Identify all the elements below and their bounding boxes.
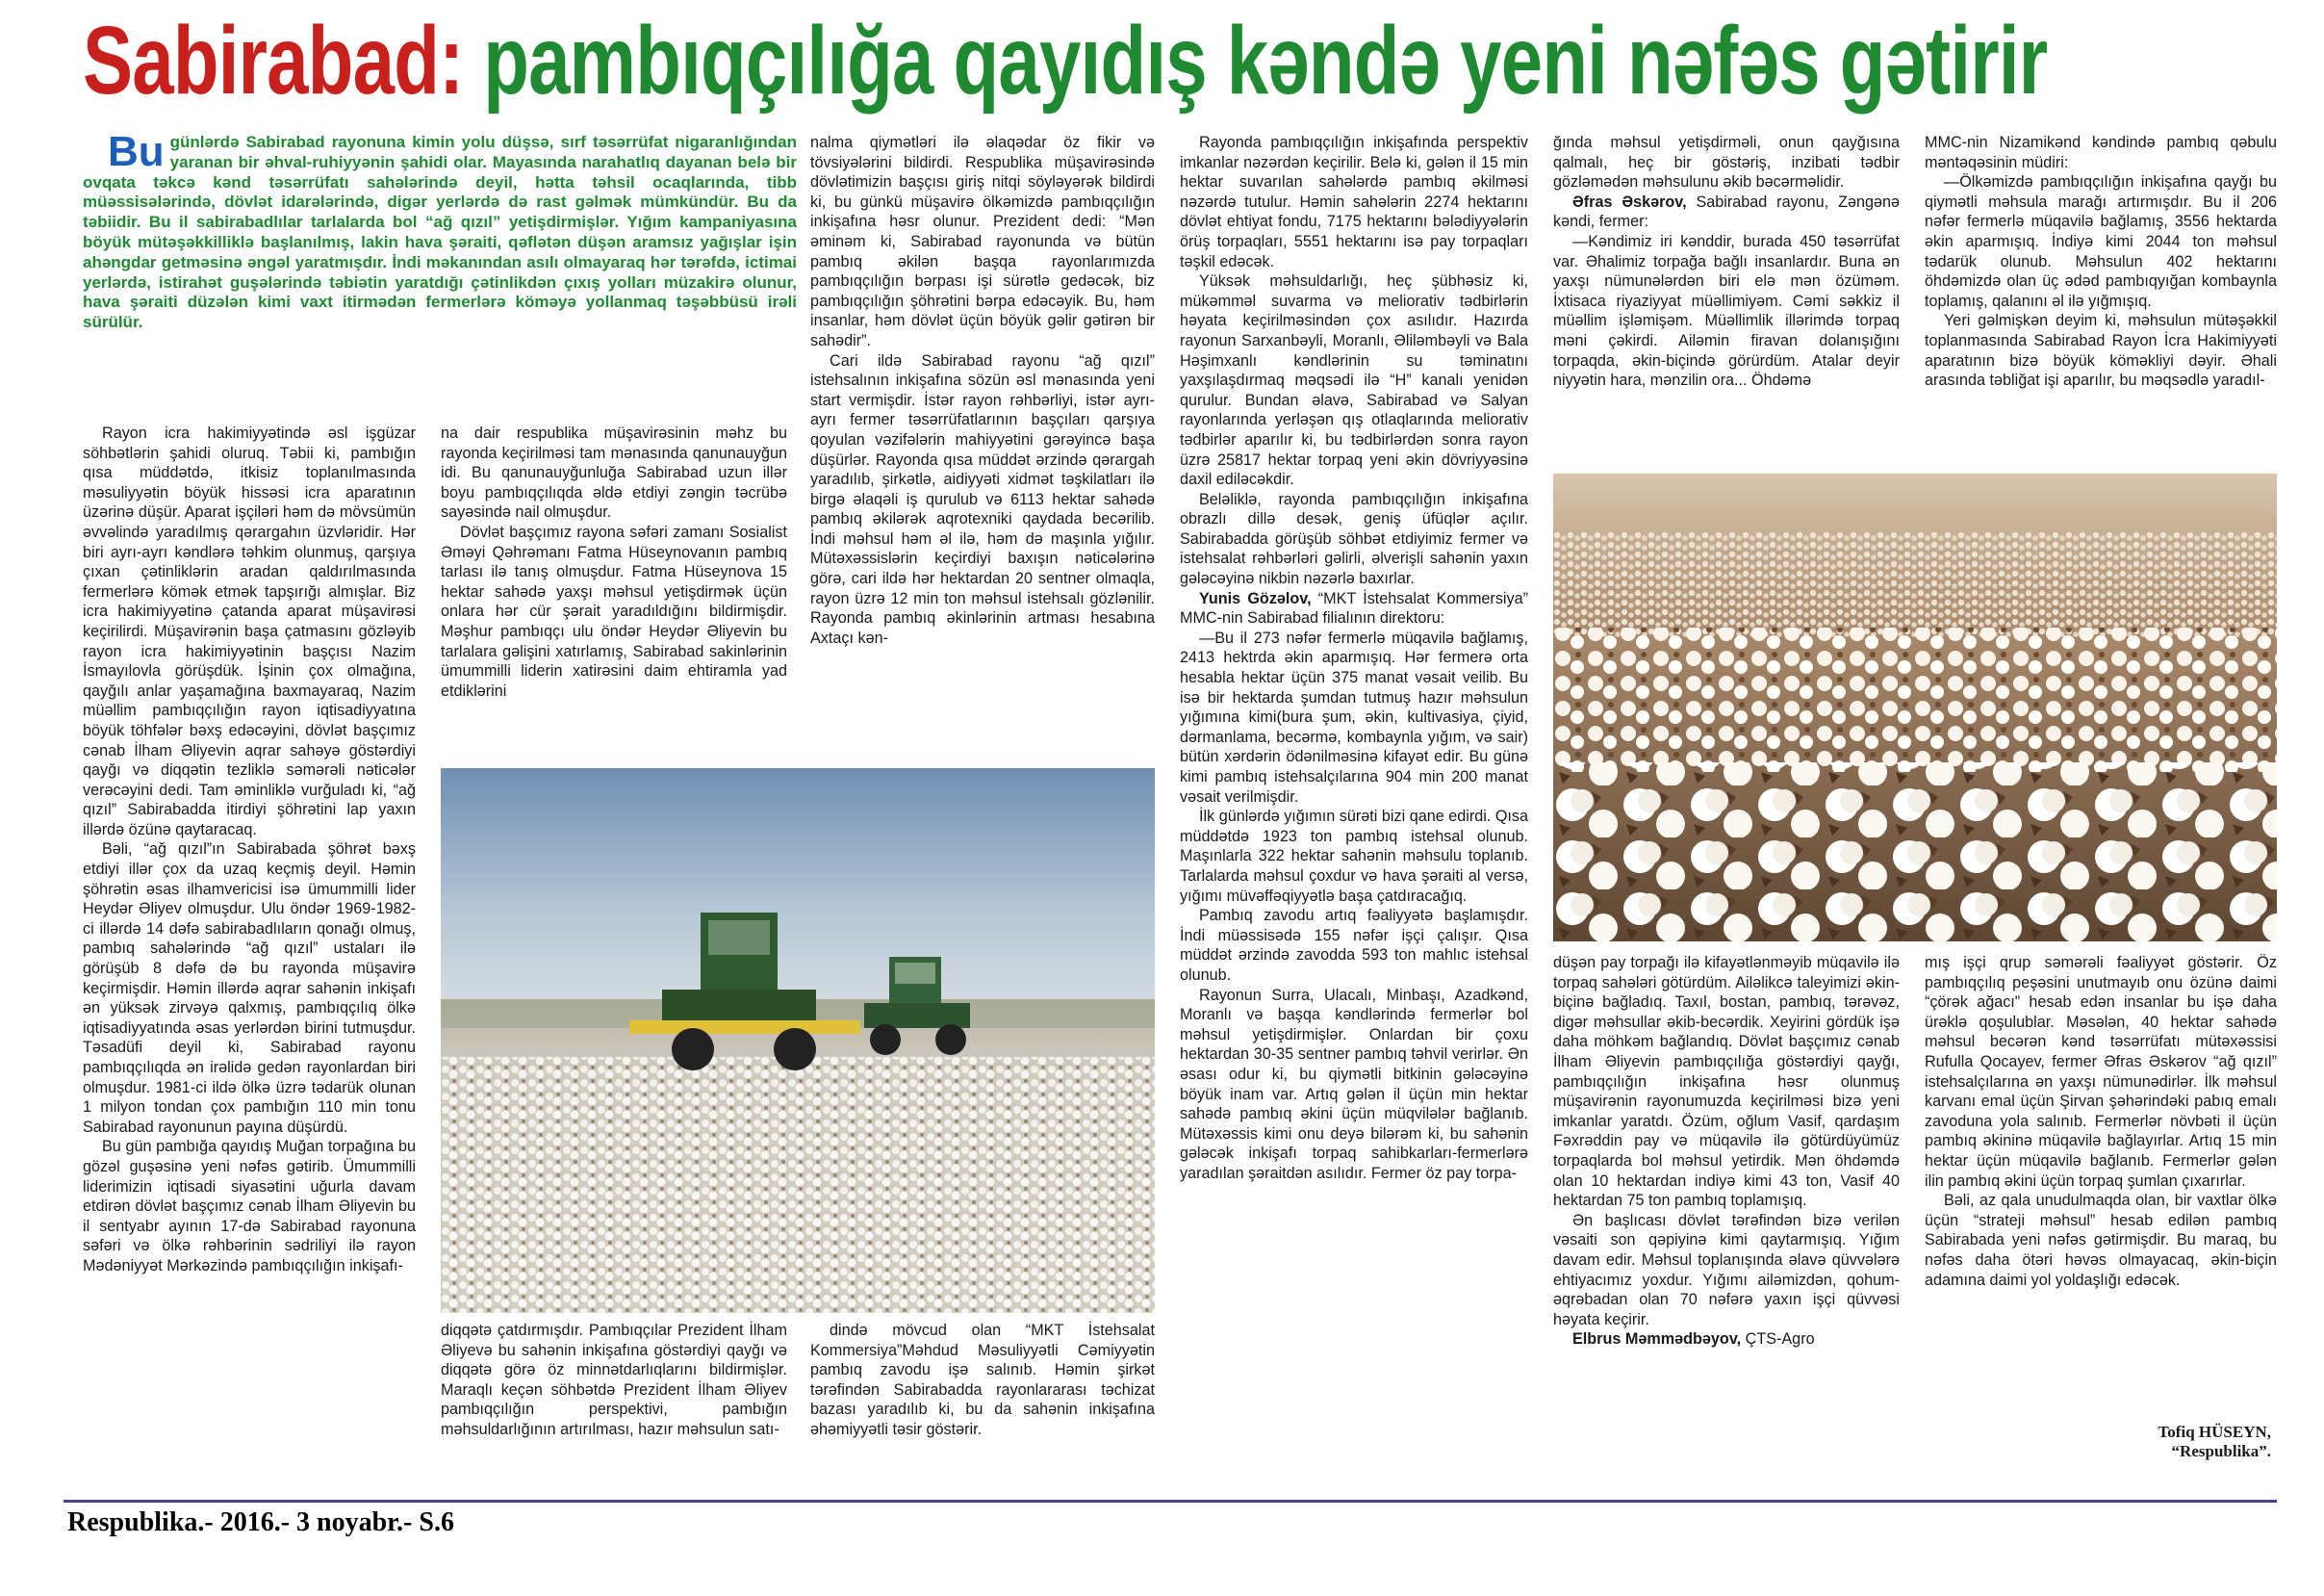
paragraph: Cari ildə Sabirabad rayonu “ağ qızıl” istehsalının inkişafına sözün əsl mənasında yeni start vermişdir. İstər rayon rəhbərliyi, istər ayrı-ayrı fermer təsərrüfatlarının başçıları qarşıya qoyulan vəzifələrin mahiyyətini gərəyincə başa düşürlər. Rayonda qısa müddət ərzində qərargah yaradılıb, şirkətlə, aidiyyəti xidmət təşkilatları ilə birgə əlaqəli iş qurulub və 6113 hektar sahədə pambıq əkilərək aqrotexniki qaydada becərilib. İndi məhsul həm əl ilə, həm də maşınla yığılır. Mütəxəssislərin keçirdiyi baxışın nəticələrinə görə, cari ildə hər hektardan 20 sentner olmaqla, rayon üzrə 12 min ton məhsul istehsalı gözlənilir. Rayonda pambıq əkinlərinin artması hesabına Axtaçı kən- bbox=[810, 351, 1155, 647]
column-2-bottom bbox=[441, 1321, 787, 1440]
speaker-intro bbox=[1553, 193, 1900, 232]
photo-cotton-harvesters bbox=[441, 768, 1155, 1313]
paragraph: Bu gün pambığa qayıdış Muğan torpağına bu gözəl guşəsinə yeni nəfəs gətirib. Ümummilli liderimizin iqtisadi siyasətini uğurla davam etdirən dövlət başçımız cənab İlham Əliyevin bu il sentyabr ayının 17-də Sabirabad rayonuna səfəri və ölkə rəhbərinin sədriliyi ilə rayon Mədəniyyət Mərkəzində pambıqçılığın inkişafı- bbox=[83, 1138, 416, 1274]
paragraph: Bəli, az qala unudulmaqda olan, bir vaxtlar ölkə üçün “strateji məhsul” hesab edilən pambıq Sabirabada yeni nəfəs gətirmişdir. Bu maraq, bu nəfəs daha ötəri həvəs olmayacaq, əkin-biçin adamına daimi yol yoldaşlığı edəcək. bbox=[1925, 1192, 2277, 1289]
column-3-top bbox=[810, 133, 1155, 648]
paragraph: diqqətə çatdırmışdır. Pambıqçılar Prezident İlham Əliyevə bu sahənin inkişafına göstərdiyi qayğı və diqqətə görə öz minnətdarlıqlarını bildirmişlər. Maraqlı keçən söhbətdə Prezident İlham Əliyev pambıqçılığın perspektivi, pambığın məhsuldarlığının artırılması, hazır məhsulun satı- bbox=[441, 1322, 787, 1438]
speaker-intro bbox=[1180, 589, 1528, 629]
paragraph: İlk günlərdə yığımın sürəti bizi qane edirdi. Qısa müddətdə 1923 ton pambıq istehsal olunub. Maşınlarla 322 hektar sahənin məhsulu toplanıb. Tarlalarda məhsul çoxdur və hava şəraiti al versə, yığımı müvəffəqiyyətlə başa çatdıracağıq. bbox=[1180, 808, 1528, 905]
column-2-top bbox=[441, 424, 787, 701]
paragraph: Bəli, “ağ qızıl”ın Sabirabada şöhrət bəxş etdiyi illər çox da uzaq keçmiş deyil. Həmin şöhrətin əsas ilhamvericisi isə ümummilli lider Heydər Əliyev olmuşdur. Ulu öndər 1969-1982-ci illərdə 14 dəfə sabirabadlıların qonağı olmuş, pambıq sahələrində “ağ qızıl” ustaları ilə görüşüb 8 dəfə də bu rayonda müşavirə keçirmişdir. Həmin illərdə aqrar sahənin inkişafı ən yüksək zirvəyə qalxmış, pambıqçılıq ölkə iqtisadiyyatında əsas yerlərdən birini tutmuşdur. Təsadüfi deyil ki, Sabirabad rayonu pambıqçılıqda ən irəlidə gedən rayonlardan biri olmuşdur. 1981-ci ildə ölkə üzrə tədarük olunan 1 milyon tondan çox pambığın 110 min tonu Sabirabad rayonunun payına düşürdü. bbox=[83, 840, 416, 1136]
footer-divider bbox=[64, 1500, 2277, 1503]
headline-place: Sabirabad: bbox=[83, 7, 464, 115]
speaker-role: “MKT İstehsalat Kommersiya” MMC-nin Sabirabad filialının direktoru: bbox=[1180, 589, 1528, 628]
speaker-name: Əfras Əskərov, bbox=[1572, 193, 1687, 211]
speaker-role: Sabirabad rayonu, Zəngənə kəndi, fermer: bbox=[1553, 193, 1900, 231]
column-6-bottom bbox=[1925, 953, 2277, 1290]
paragraph: na dair respublika müşavirəsinin məhz bu rayonda keçirilməsi tam mənasında qanunauyğun idi. Bu qanunauyğunluğa Sabirabad uzun illər boyu pambıqçılıqda əldə etdiyi zəngin təcrübə sayəsində nail olmuşdur. bbox=[441, 425, 787, 522]
paragraph: Beləliklə, rayonda pambıqçılığın inkişafına obrazlı dillə desək, geniş üfüqlər açılır. Sabirabadda görüşüb söhbət etdiyimiz fermer və istehsalat rəhbərləri gəlirli, əlverişli sahənin yaxın gələcəyinə nikbin nəzərlə baxırlar. bbox=[1180, 490, 1528, 588]
column-3-bottom bbox=[810, 1321, 1155, 1440]
headline bbox=[83, 4, 2048, 117]
speaker-intro bbox=[1553, 1329, 1900, 1350]
paragraph: Yüksək məhsuldarlığı, heç şübhəsiz ki, mükəmməl suvarma və meliorativ tədbirlərin həyata keçirilməsindən çox asılıdır. Hazırda rayonun Sarxanbəyli, Moranlı, Əliləmbəyli və Bala Həşimxanlı kəndlərinin su təminatını yaxşılaşdırmaq məqsədi ilə “H” kanalı yenidən qurulur. Bundan əlavə, Sabirabad və Salyan rayonlarında yerləşən qış otlaqlarında meliorativ tədbirlər aparılır ki, bu tədbirlərdən sonra rayon üzrə 25817 hektar torpaq yeni əkin dövriyyəsinə daxil ediləcəkdir. bbox=[1180, 272, 1528, 489]
lead-paragraph bbox=[83, 128, 797, 333]
paragraph: —Ölkəmizdə pambıqçılığın inkişafına qayğı bu qiymətli məhsula marağı artırmışdır. Bu il 206 nəfər fermerlə müqavilə bağlamış, 3556 hektarda əkin aparmışıq. İndiyə kimi 2044 ton məhsul tədarük olunub. Məhsulun 402 hektarını öhdəmizdə olan üç ədəd pambıqyığan kombaynla toplamış, qalanını əl ilə yığmışıq. bbox=[1925, 173, 2277, 310]
speaker-name: Yunis Gözəlov, bbox=[1199, 589, 1312, 607]
speaker-role: ÇTS-Agro bbox=[1741, 1330, 1815, 1349]
paragraph: Ən başlıcası dövlət tərəfindən bizə verilən vəsaiti son qəpiyinə kimi qaytarmışıq. Yığım davam edir. Məhsul toplanışında əlavə qüvvələrə ehtiyacımız yoxdur. Yığımı ailəmizdən, qohum-əqrəbadan olan 70 nəfərə yaxın işçi qüvvəsi həyata keçirir. bbox=[1553, 1211, 1900, 1328]
photo-cotton-bolls bbox=[1553, 474, 2277, 941]
paragraph: ğında məhsul yetişdirməli, onun qayğısına qalmalı, heç bir göstəriş, inzibati tədbir gözləmədən məhsulunu əkib bəcərməlidir. bbox=[1553, 134, 1900, 192]
headline-text: pambıqçılığa qayıdış kəndə yeni nəfəs gətirir bbox=[483, 7, 2048, 115]
paragraph: mış işçi qrup səmərəli fəaliyyət göstərir. Öz pambıqçılıq peşəsini unutmayıb onu özünə daimi “çörək ağacı” hesab edən insanlar bu işə daha ürəklə qoşulublar. Məsələn, 40 hektar sahədə məhsul becərən kənd təsərrüfatı mütəxəssisi Rufulla Qocayev, fermer Əfras Əskərov “ağ qızıl” istehsalçılarına ən yaxşı nümunədirlər. İlk məhsul karvanı emal üçün Şirvan şəhərindəki pabıq emalı zavoduna yola salınıb. Fermerlər növbəti il üçün pambıq əkininə müqavilə bağlayırlar. Artıq 15 min hektar üçün müqavilə bağlanıb. Fermerlər gələn ilin pambıq əkini üçün torpaq şumlan çıxarırlar. bbox=[1925, 954, 2277, 1190]
paragraph: Rayonda pambıqçılığın inkişafında perspektiv imkanlar nəzərdən keçirilir. Belə ki, gələn il 15 min hektar suvarılan sahələrdə pambıq əkilməsi nəzərdə tutulur. Həmin sahələrin 2274 hektarını dövlət ehtiyat fondu, 7175 hektarını bələdiyyələrin örüş torpaqları, 5551 hektarını isə pay torpaqları təşkil edəcək. bbox=[1180, 134, 1528, 270]
paragraph: Pambıq zavodu artıq fəaliyyətə başlamışdır. İndi müəssisədə 155 nəfər işçi çalışır. Qısa müddət ərzində zavodda 593 ton mahlıc istehsal olunub. bbox=[1180, 907, 1528, 984]
paragraph: Rayon icra hakimiyyətində əsl işgüzar söhbətlərin şahidi oluruq. Təbii ki, pambığın qısa müddətdə, itkisiz toplanılmasında məsuliyyətin böyük hissəsi icra aparatının üzərinə düşür. Aparat işçiləri həm də mövsümün əvvəlində yaradılmış qərargahın üzvləridir. Hər biri ayrı-ayrı kəndlərə təhkim olunmuş, qarşıya çıxan çətinliklərin aradan qaldırılmasında fermerlərə kömək etmək tapşırığı almışlar. Biz icra hakimiyyətinə çatanda aparat müşavirəsi keçirilirdi. Müşavirənin başa çatmasını gözləyib rayon icra hakimiyyətinin başçısı Nazim İsmayılovla görüşdük. İşinin çox olmağına, qayğılı anlar yaşamağına baxmayaraq, Nazim müəllim pambıqçılığın rayon iqtisadiyyatına böyük töhfələr bəxş edəcəyini, dövlət başçımız cənab İlham Əliyevin aqrar sahəyə göstərdiyi qayğı və diqqətin tezliklə səmərəli nəticələr verəcəyini dedi. Tam əminliklə vurğuladı ki, “ağ qızıl” Sabirabadda itirdiyi şöhrətini lap yaxın illərdə özünə qaytaracaq. bbox=[83, 425, 416, 838]
newspaper-name: “Respublika”. bbox=[2171, 1442, 2271, 1460]
paragraph: düşən pay torpağı ilə kifayətlənməyib müqavilə ilə torpaq sahələri götürdüm. Ailəlikcə taleyimizi əkin-biçinə bağladıq. Taxıl, bostan, pambıq, tərəvəz, digər məhsullar əkib-becərdik. Xeyirini gördük işə daha möhkəm bağlandıq. Dövlət başçımız cənab İlham Əliyevin pambıqçılığa göstərdiyi qayğı, pambıqçılığın inkişafına həsr olunmuş müşavirənin rayonumuzda keçirilməsi bizə yeni imkanlar yaratdı. Özüm, oğlum Vasif, qardaşım Fəxrəddin pay və müqavilə ilə götürdüyümüz torpaqlarda bol məhsul yetirdik. Mən öhdəmdə olan 10 hektardan indiyə kimi 43 ton, Vasif 40 hektardan 75 ton pambıq toplamışıq. bbox=[1553, 954, 1900, 1210]
author-name: Tofiq HÜSEYN, bbox=[2158, 1423, 2271, 1441]
column-4 bbox=[1180, 133, 1528, 1183]
paragraph: Dövlət başçımız rayona səfəri zamanı Sosialist Əməyi Qəhrəmanı Fatma Hüseynovanın pambıq tarlası ilə tanış olmuşdur. Fatma Hüseynova 15 hektar sahədə yaxşı məhsul yetişdirmək üçün onlara hər cür şərait yaradıldığını bildirmişdir. Məşhur pambıqçı ulu öndər Heydər Əliyevin bu tarlalara gəlişini xatırlamış, Sabirabad sakinlərinin ümummilli liderin xatirəsini daim ehtiramla yad etdiklərini bbox=[441, 523, 787, 700]
speaker-name: Elbrus Məmmədbəyov, bbox=[1572, 1330, 1742, 1349]
column-5-bottom bbox=[1553, 953, 1900, 1350]
paragraph: MMC-nin Nizamikənd kəndində pambıq qəbulu məntəqəsinin müdiri: bbox=[1925, 134, 2277, 171]
paragraph: Rayonun Surra, Ulacalı, Minbaşı, Azadkənd, Moranlı və başqa kəndlərində fermerlər bol məhsul yetişdirmişlər. Onlardan bir çoxu hektardan 30-35 sentner pambıq təhvil verirlər. Ən əsası odur ki, bu qiymətli bitkinin gələcəyinə böyük inam var. Artıq gələn il üçün min hektar sahədə pambıq əkini üçün müqvilələr bağlanıb. Mütəxəssis kimi onu deyə bilərəm ki, bu sahənin gələcək inkişafı torpaq sahibkarları-fermerlərə yaradılan şəraitdən asılıdır. Fermer öz pay torpa- bbox=[1180, 986, 1528, 1182]
paragraph: Yeri gəlmişkən deyim ki, məhsulun mütəşəkkil toplanmasında Sabirabad Rayon İcra Hakimiyyəti aparatının bizə böyük köməkliyi dəyir. Əhali arasında təbliğat işi aparılır, bu məqsədlə yaradıl- bbox=[1925, 312, 2277, 390]
author-signature bbox=[2011, 1423, 2271, 1461]
dropcap: Bu bbox=[108, 128, 165, 175]
lead-text: günlərdə Sabirabad rayonuna kimin yolu düşsə, sırf təsərrüfat nigaranlığından yaranan bir əhval-ruhiyyənin şahidi olar. Mayasında narahatlıq dayanan belə bir ovqata təkcə kənd təsərrüfatı sahələrində deyil, hətta təhsil ocaqlarında, tibb müəssisələrində, dövlət idarələrində, digər yerlərdə də rast gəlmək mümkündür. Bu da təbiidir. Bu il sabirabadlılar tarlalarda bol “ağ qızıl” yetişdirmişlər. Yığım kampaniyasına böyük mütəşəkkilliklə başlanılmış, lakin hava şəraiti, qəflətən düşən aramsız yağışlar işin ahəngdar getməsinə əngəl yaratmışdır. İndi məkanından asılı olmayaraq hər tərəfdə, ictimai yerlərdə, istirahət guşələrində təbiətin yaratdığı çətinlikdən çıxış yolları müzakirə olunur, hava şəraiti düzələn kimi vaxt itirmədən fermerlərə köməyə yollanmaq təşəbbüsü irəli sürülür. bbox=[83, 133, 797, 332]
column-6-top bbox=[1925, 133, 2277, 391]
paragraph: nalma qiymətləri ilə əlaqədar öz fikir və tövsiyələrini bildirdi. Respublika müşavirəsində dövlətimizin başçısı giriş nitqi söyləyərək bildirdi ki, bu günkü müşavirə ölkəmizdə pambıqçılığın inkişafına həsr olunur. Prezident dedi: “Mən əminəm ki, Sabirabad rayonunda və bütün pambıq əkilən başqa rayonlarımızda pambıqçılığın bərpası işi sürətlə gedəcək, biz pambıqçılığın şöhrətini bərpa edəcəyik. Bu, həm insanlar, həm dövlət üçün böyük gəlir gətirən bir sahədir”. bbox=[810, 134, 1155, 349]
column-1 bbox=[83, 424, 416, 1276]
paragraph: —Bu il 273 nəfər fermerlə müqavilə bağlamış, 2413 hektrda əkin aparmışıq. Hər fermerə orta hesabla hektar üçün 375 manat vəsait veilib. Bu isə bir hektarda şumdan tutmuş hazır məhsulun yığımına kimi(bura şum, əkin, kultivasiya, çiyid, dərmanlama, becərmə, kombaynla yığım, və sair) bütün xərdərin ödənilməsinə kifayət edir. Bu günə kimi pambıq istehsalçılarına 904 min 200 manat vəsait verilmişdir. bbox=[1180, 629, 1528, 806]
source-citation: Respublika.- 2016.- 3 noyabr.- S.6 bbox=[67, 1507, 454, 1537]
paragraph: dində mövcud olan “MKT İstehsalat Kommersiya”Məhdud Məsuliyyətli Cəmiyyətin pambıq zavodu işə salınıb. Həmin şirkət tərəfindən Sabirabadda rayonlararası təchizat bazası yaradılıb ki, bu da sahənin inkişafına əhəmiyyətli təsir göstərir. bbox=[810, 1322, 1155, 1438]
paragraph: —Kəndimiz iri kənddir, burada 450 təsərrüfat var. Əhalimiz torpağa bağlı insanlardır. Buna ən yaxşı nümunələrdən biri elə mən özüməm. İxtisaca riyaziyyat müəllimiyəm. Cəmi səkkiz il müəllim işləmişəm. Müəllimlik illərimdə torpaq məni çəkirdi. Ailəmin firavan dolanışığını torpaqda, əkin-biçində görürdüm. Atalar deyir niyyətin hara, mənzilin ora... Öhdəmə bbox=[1553, 232, 1900, 390]
column-5-top bbox=[1553, 133, 1900, 391]
